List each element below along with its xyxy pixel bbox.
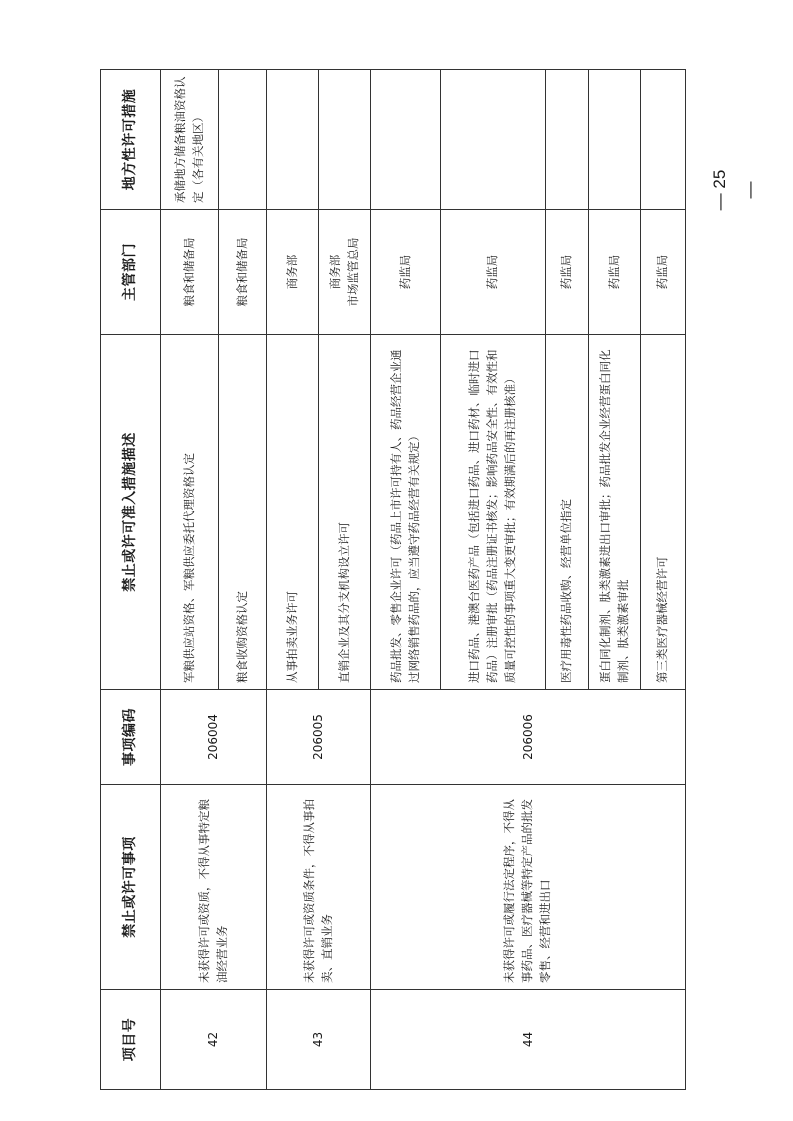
header-measures: 禁止或许可准入措施描述 [101,335,161,690]
measure-cell: 军粮供应站资格、军粮供应委托代理资格认定 [161,335,219,690]
header-item: 禁止或许可事项 [101,785,161,990]
local-cell: 承储地方储备粮油资格认定（各有关地区） [161,70,219,210]
page-number-label: — 25 — [710,169,759,211]
item-cell: 未获得许可或履行法定程序，不得从事药品、医疗器械等特定产品的批发零售、经营和进出口 [371,785,686,990]
measure-cell: 药品批发、零售企业许可（药品上市许可持有人、药品经营企业通过网络销售药品的，应当遵守药品经营有关规定） [371,335,441,690]
local-cell [219,70,267,210]
measure-cell: 医疗用毒性药品收购、经营单位指定 [546,335,589,690]
local-cell [546,70,589,210]
dept-cell: 药监局 [441,210,546,335]
page-number [705,160,759,220]
item-cell: 未获得许可或资质条件，不得从事拍卖、直销业务 [267,785,371,990]
local-cell [319,70,371,210]
table-row [161,70,219,1090]
header-code: 事项编码 [101,690,161,785]
item-no-cell: 44 [371,990,686,1090]
measure-cell: 蛋白同化制剂、肽类激素进出口审批；药品批发企业经营蛋白同化制剂、肽类激素审批 [589,335,641,690]
dept-cell: 粮食和储备局 [219,210,267,335]
local-cell [589,70,641,210]
permit-table [100,69,686,1090]
measure-cell: 粮食收购资格认定 [219,335,267,690]
code-cell: 206006 [371,690,686,785]
table-row [371,70,441,1090]
measure-cell: 进口药品、港澳台医药产品（包括进口药品、进口药材、临时进口药品）注册审批（药品注册证书核发；影响药品安全性、有效性和质量可控性的事项重大变更审批；有效期满后的再注册核准） [441,335,546,690]
code-cell: 206004 [161,690,267,785]
measure-cell: 从事拍卖业务许可 [267,335,319,690]
dept-cell: 粮食和储备局 [161,210,219,335]
local-cell [441,70,546,210]
rotated-table-page [100,70,685,1090]
dept-cell: 商务部 市场监管总局 [319,210,371,335]
local-cell [371,70,441,210]
header-item-no: 项目号 [101,990,161,1090]
dept-cell: 药监局 [371,210,441,335]
header-local: 地方性许可措施 [101,70,161,210]
dept-cell: 药监局 [546,210,589,335]
dept-cell: 商务部 [267,210,319,335]
table-row [267,70,319,1090]
item-cell: 未获得许可或资质，不得从事特定粮油经营业务 [161,785,267,990]
measure-cell: 直销企业及其分支机构设立许可 [319,335,371,690]
dept-cell: 药监局 [589,210,641,335]
item-no-cell: 42 [161,990,267,1090]
code-cell: 206005 [267,690,371,785]
item-no-cell: 43 [267,990,371,1090]
table-header-row [101,70,161,1090]
header-dept: 主管部门 [101,210,161,335]
dept-cell: 药监局 [641,210,686,335]
measure-cell: 第三类医疗器械经营许可 [641,335,686,690]
local-cell [267,70,319,210]
local-cell [641,70,686,210]
